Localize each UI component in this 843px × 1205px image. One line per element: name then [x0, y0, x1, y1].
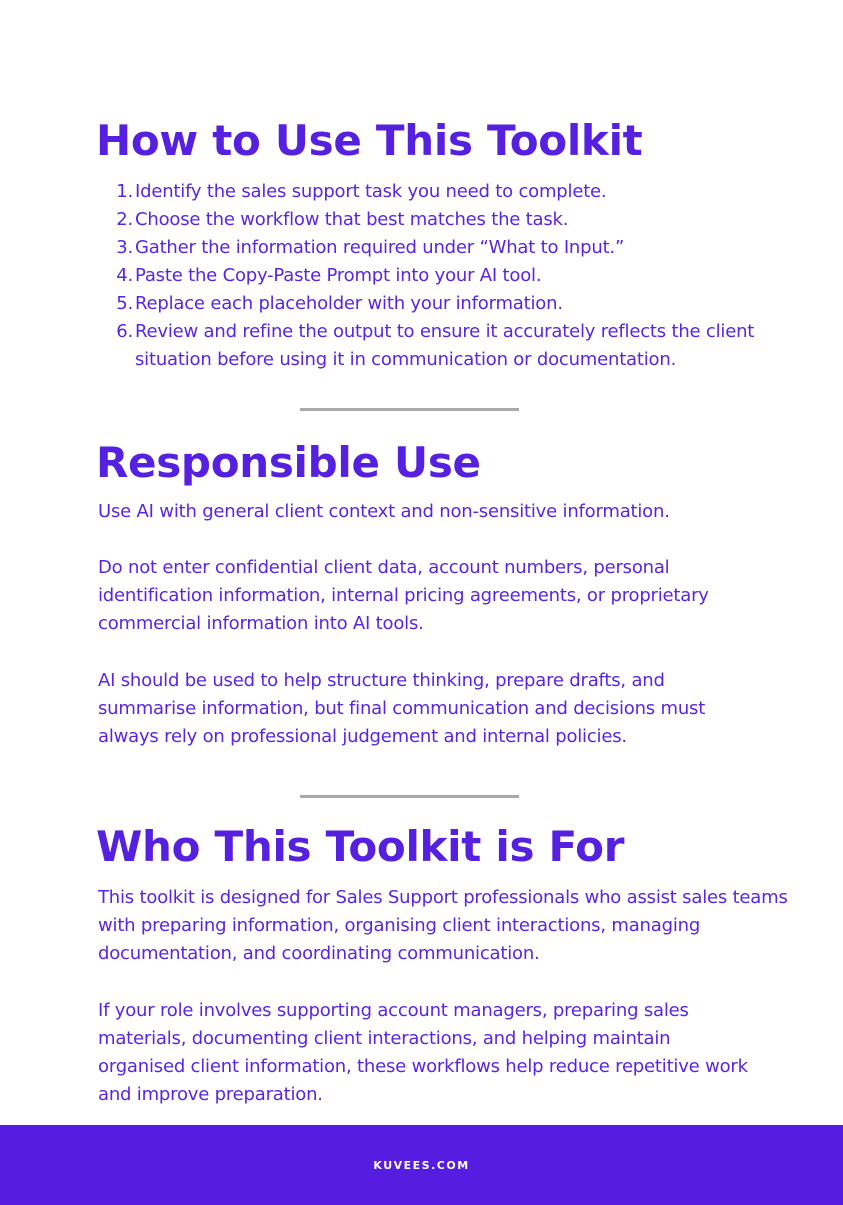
responsible-use-paragraph: Do not enter confidential client data, account numbers, personal identification information, internal pricing agreements, or proprietary commercial information into AI tools.: [98, 557, 709, 634]
step-number: 6.: [116, 321, 133, 342]
list-item: [98, 262, 778, 290]
who-for-paragraph: This toolkit is designed for Sales Support professionals who assist sales teams with preparing information, organising client interactions, managing documentation, and coordinating communication.: [98, 887, 788, 964]
footer-bar: [0, 1125, 843, 1205]
steps-list: [98, 178, 778, 374]
list-item: [98, 206, 778, 234]
step-number: 4.: [116, 265, 133, 286]
step-number: 3.: [116, 237, 133, 258]
step-number: 2.: [116, 209, 133, 230]
step-text: Gather the information required under “What to Input.”: [135, 237, 625, 258]
who-for-title: Who This Toolkit is For: [96, 822, 625, 871]
section-divider: [300, 408, 519, 411]
list-item: [98, 178, 778, 206]
list-item: [98, 318, 778, 374]
footer-link[interactable]: KUVEES.COM: [373, 1158, 470, 1172]
step-text: Choose the workflow that best matches the task.: [135, 209, 569, 230]
list-item: [98, 234, 778, 262]
step-number: 5.: [116, 293, 133, 314]
step-number: 1.: [116, 181, 133, 202]
responsible-use-title: Responsible Use: [96, 438, 481, 487]
step-text: Replace each placeholder with your information.: [135, 293, 563, 314]
how-to-title: How to Use This Toolkit: [96, 116, 643, 165]
who-for-paragraph: If your role involves supporting account managers, preparing sales materials, documenting client interactions, and helping maintain organised client information, these workflows help reduce repetitive work and improve preparation.: [98, 1000, 748, 1105]
section-divider: [300, 795, 519, 798]
responsible-use-paragraph: Use AI with general client context and non-sensitive information.: [98, 501, 670, 522]
list-item: [98, 290, 778, 318]
responsible-use-paragraph: AI should be used to help structure thinking, prepare drafts, and summarise information, but final communication and decisions must always rely on professional judgement and internal policies.: [98, 670, 706, 747]
step-text: Paste the Copy-Paste Prompt into your AI tool.: [135, 265, 542, 286]
step-text: Review and refine the output to ensure it accurately reflects the client situation before using it in communication or documentation.: [135, 321, 755, 370]
step-text: Identify the sales support task you need to complete.: [135, 181, 607, 202]
